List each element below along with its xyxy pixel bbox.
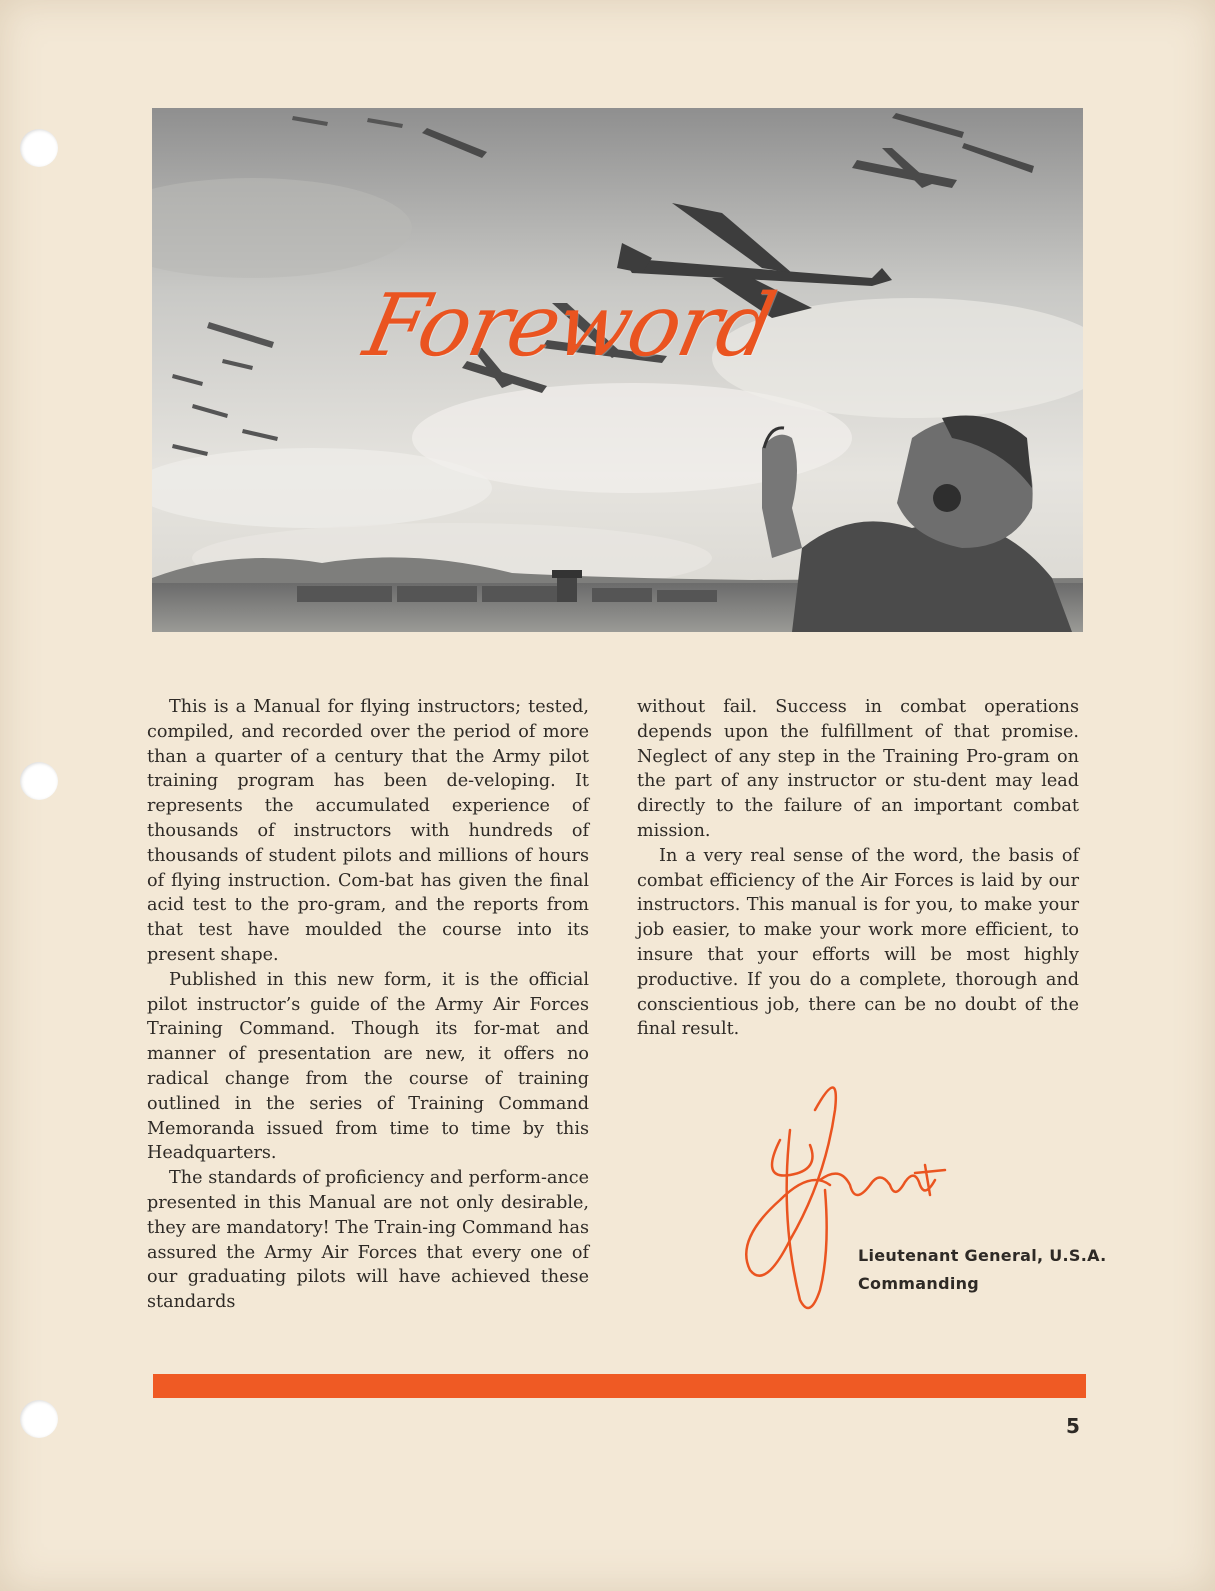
paragraph: In a very real sense of the word, the basis of combat efficiency of the Air Forces is laid by our instructors. This manual is for you, to make your job easier, to make your work more efficient, to insure that your efforts will be most highly productive. If you do a complete, thorough and conscientious job, there can be no doubt of the final result. xyxy=(637,845,1079,1040)
page-number: 5 xyxy=(1066,1414,1080,1438)
footer-rule xyxy=(153,1374,1086,1398)
binder-hole xyxy=(20,129,58,167)
binder-hole xyxy=(20,1400,58,1438)
signature-caption xyxy=(858,1242,1107,1298)
right-column xyxy=(637,695,1079,1042)
page-title: Foreword xyxy=(356,276,782,376)
paragraph: This is a Manual for flying instructors; tested, compiled, and recorded over the period of more than a quarter of a century that the Army pilot training program has been de-veloping. It represents the accumulated experience of thousands of instructors with hundreds of thousands of student pilots and millions of hours of flying instruction. Com-bat has given the final acid test to the pro-gram, and the reports from that test have moulded the course into its present shape. xyxy=(147,697,589,965)
signature-role: Commanding xyxy=(858,1274,980,1293)
binder-hole xyxy=(20,762,58,800)
paragraph: without fail. Success in combat operations depends upon the fulfillment of that promise. Neglect of any step in the Training Pro-gram on the part of any instructor or stu-dent may lead directly to the failure of an important combat mission. xyxy=(637,697,1079,841)
left-column xyxy=(147,695,589,1315)
signature-rank: Lieutenant General, U.S.A. xyxy=(858,1246,1107,1265)
header-illustration xyxy=(152,108,1083,632)
paragraph: The standards of proficiency and perform-ance presented in this Manual are not only desirable, they are mandatory! The Train-ing Command has assured the Army Air Forces that every one of our graduating pilots will have achieved these standards xyxy=(147,1168,589,1313)
paragraph: Published in this new form, it is the official pilot instructor’s guide of the Army Air Forces Training Command. Though its for-mat and manner of presentation are new, it offers no radical change from the course of training outlined in the series of Training Command Memoranda issued from time to time by this Headquarters. xyxy=(147,969,589,1164)
